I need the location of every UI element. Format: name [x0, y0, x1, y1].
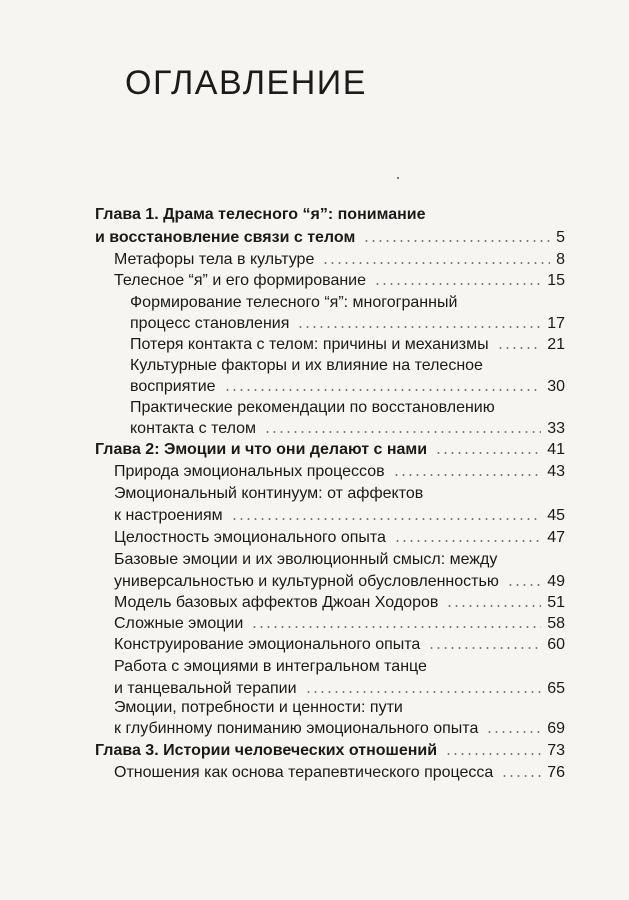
chapter-1-title-line-2: и восстановление связи с телом [95, 229, 356, 246]
chapter-2-entry[interactable] [95, 439, 565, 461]
toc-entry-basic-emotions[interactable] [114, 571, 565, 593]
toc-entry-recommendations[interactable] [130, 418, 565, 440]
print-speck [397, 177, 399, 179]
page-number: 8 [556, 251, 565, 268]
toc-entry-emotion-nature[interactable] [114, 461, 565, 483]
toc-entry-cultural-factors[interactable] [130, 376, 565, 398]
entry-title: Целостность эмоционального опыта [114, 529, 386, 546]
chapter-1-entry[interactable] [95, 227, 565, 249]
toc-entry-body-metaphors[interactable] [114, 249, 565, 271]
dot-leader [428, 646, 541, 650]
toc-entry-line-1: Культурные факторы и их влияние на телесное [130, 357, 483, 374]
dot-leader [322, 261, 550, 265]
dot-leader [363, 239, 550, 243]
entry-title: Модель базовых аффектов Джоан Ходоров [114, 594, 439, 611]
page-number: 51 [547, 594, 565, 611]
dot-leader [374, 282, 541, 286]
entry-title: Природа эмоциональных процессов [114, 463, 385, 480]
entry-title: Метафоры тела в культуре [114, 251, 315, 268]
toc-entry-self-formation[interactable] [130, 313, 565, 335]
page-number: 45 [547, 507, 565, 524]
toc-entry-line-1: Эмоциональный континуум: от аффектов [114, 485, 424, 502]
page-number: 33 [547, 420, 565, 437]
entry-title: контакта с телом [130, 420, 257, 437]
entry-title: к настроениям [114, 507, 223, 524]
entry-title: Потеря контакта с телом: причины и механизмы [130, 336, 489, 353]
dot-leader [224, 388, 542, 392]
page-number: 30 [547, 378, 565, 395]
toc-entry-line-1: Работа с эмоциями в интегральном танце [114, 658, 427, 675]
entry-title: Конструирование эмоционального опыта [114, 636, 421, 653]
dot-leader [507, 583, 541, 587]
toc-entry-emotion-integrity[interactable] [114, 527, 565, 549]
dot-leader [497, 346, 542, 350]
page-number: 17 [547, 315, 565, 332]
page-number: 47 [547, 529, 565, 546]
page-number: 69 [547, 720, 565, 737]
toc-entry-line-1: Формирование телесного “я”: многогранный [130, 294, 458, 311]
chapter-2-title: Глава 2: Эмоции и что они делают с нами [95, 441, 428, 458]
entry-title: Сложные эмоции [114, 615, 244, 632]
dot-leader [394, 539, 541, 543]
chapter-3-title: Глава 3. Истории человеческих отношений [95, 742, 438, 759]
dot-leader [251, 625, 541, 629]
dot-leader [305, 690, 542, 694]
entry-title: процесс становления [130, 315, 290, 332]
toc-entry-body-self[interactable] [114, 270, 565, 292]
toc-entry-complex-emotions[interactable] [114, 613, 565, 635]
toc-entry-hodorov-model[interactable] [114, 592, 565, 614]
chapter-1-title-line-1: Глава 1. Драма телесного “я”: понимание [95, 206, 426, 223]
page-number: 60 [547, 636, 565, 653]
entry-title: и танцевальной терапии [114, 680, 297, 697]
entry-title: Отношения как основа терапевтического процесса [114, 764, 494, 781]
page-number: 41 [547, 441, 565, 458]
entry-title: Телесное “я” и его формирование [114, 272, 367, 289]
entry-title: восприятие [130, 378, 216, 395]
page-title: ОГЛАВЛЕНИЕ [125, 64, 367, 102]
page-number: 21 [547, 336, 565, 353]
dot-leader [486, 730, 541, 734]
page-number: 49 [547, 573, 565, 590]
page-number: 43 [547, 463, 565, 480]
page-number: 15 [547, 272, 565, 289]
toc-entry-contact-loss[interactable] [130, 334, 565, 356]
dot-leader [231, 517, 542, 521]
dot-leader [393, 473, 542, 477]
page-number: 76 [547, 764, 565, 781]
entry-title: универсальностью и культурной обусловленностью [114, 573, 499, 590]
page-number: 58 [547, 615, 565, 632]
toc-entry-needs-values[interactable] [114, 718, 565, 740]
toc-entry-relations-basis[interactable] [114, 762, 565, 784]
dot-leader [501, 774, 541, 778]
dot-leader [446, 604, 541, 608]
toc-entry-emotion-continuum[interactable] [114, 505, 565, 527]
dot-leader [435, 451, 541, 455]
page-number: 5 [556, 229, 565, 246]
page-number: 73 [547, 742, 565, 759]
toc-entry-line-1: Базовые эмоции и их эволюционный смысл: между [114, 551, 498, 568]
dot-leader [264, 430, 541, 434]
page-number: 65 [547, 680, 565, 697]
entry-title: к глубинному пониманию эмоционального опыта [114, 720, 479, 737]
toc-entry-line-1: Практические рекомендации по восстановлению [130, 399, 495, 416]
toc-entry-line-1: Эмоции, потребности и ценности: пути [114, 699, 403, 716]
dot-leader [297, 325, 541, 329]
chapter-3-entry[interactable] [95, 740, 565, 762]
toc-entry-emotion-construction[interactable] [114, 634, 565, 656]
dot-leader [445, 752, 541, 756]
